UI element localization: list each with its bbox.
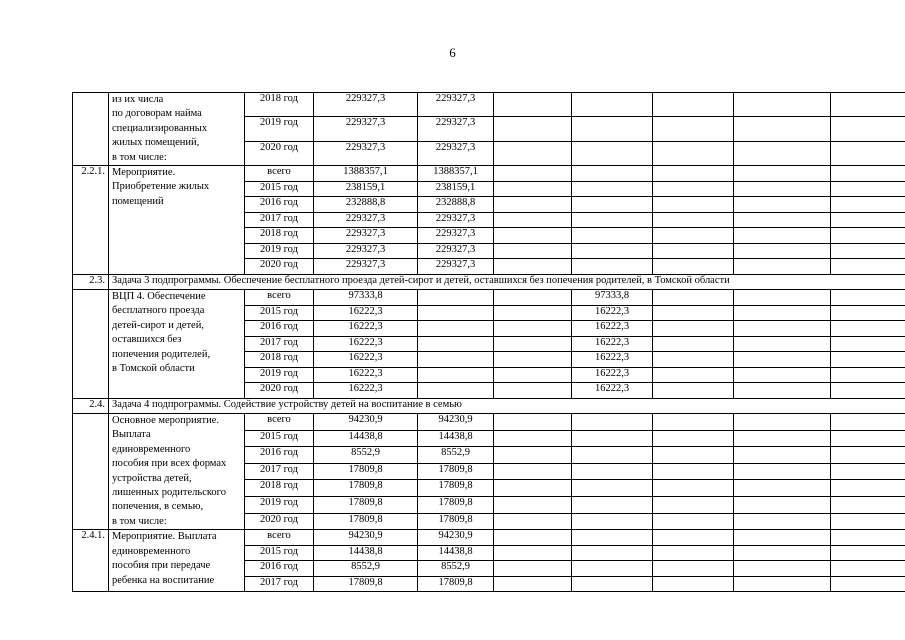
empty-cell	[653, 545, 734, 561]
page-number: 6	[449, 45, 456, 60]
table-row	[73, 93, 905, 117]
federal-amount: 17809,8	[418, 576, 494, 592]
item-description-text: из их числа по договорам найма специализированных жилых помещений, в том числе:	[112, 94, 208, 163]
total-amount: 14438,8	[314, 545, 418, 561]
empty-cell	[831, 513, 905, 530]
item-description-text: Мероприятие. Приобретение жилых помещений	[112, 167, 210, 207]
regional-amount	[572, 243, 653, 259]
item-number: 2.3.	[73, 274, 109, 290]
empty-cell	[734, 290, 831, 306]
empty-cell	[734, 383, 831, 399]
total-amount: 17809,8	[314, 497, 418, 514]
empty-cell	[734, 305, 831, 321]
total-amount: 17809,8	[314, 513, 418, 530]
regional-amount: 16222,3	[572, 367, 653, 383]
regional-amount	[572, 197, 653, 213]
regional-amount	[572, 447, 653, 464]
regional-amount	[572, 576, 653, 592]
empty-cell	[494, 166, 572, 182]
empty-cell	[831, 561, 905, 577]
federal-amount: 17809,8	[418, 480, 494, 497]
empty-cell	[653, 197, 734, 213]
regional-amount	[572, 545, 653, 561]
federal-amount: 94230,9	[418, 414, 494, 431]
total-amount: 8552,9	[314, 561, 418, 577]
empty-cell	[831, 166, 905, 182]
regional-amount	[572, 93, 653, 117]
empty-cell	[653, 212, 734, 228]
empty-cell	[734, 545, 831, 561]
year-cell: 2019 год	[245, 117, 314, 141]
year-cell: 2015 год	[245, 305, 314, 321]
task-row	[73, 398, 905, 414]
task-title: Задача 3 подпрограммы. Обеспечение бесплатного проезда детей-сирот и детей, оставшихся без попечения родителей, в Томской области	[109, 274, 905, 290]
item-number	[73, 93, 109, 166]
empty-cell	[831, 430, 905, 447]
empty-cell	[653, 513, 734, 530]
empty-cell	[831, 530, 905, 546]
empty-cell	[494, 367, 572, 383]
empty-cell	[734, 259, 831, 275]
year-cell: 2016 год	[245, 321, 314, 337]
year-cell: 2017 год	[245, 336, 314, 352]
item-description	[109, 290, 245, 399]
year-cell: всего	[245, 166, 314, 182]
federal-amount: 14438,8	[418, 545, 494, 561]
empty-cell	[831, 212, 905, 228]
empty-cell	[653, 414, 734, 431]
year-cell: 2020 год	[245, 141, 314, 165]
empty-cell	[494, 561, 572, 577]
empty-cell	[653, 321, 734, 337]
empty-cell	[494, 545, 572, 561]
regional-amount: 16222,3	[572, 321, 653, 337]
federal-amount: 8552,9	[418, 447, 494, 464]
federal-amount: 17809,8	[418, 463, 494, 480]
empty-cell	[653, 166, 734, 182]
total-amount: 17809,8	[314, 463, 418, 480]
federal-amount: 229327,3	[418, 117, 494, 141]
regional-amount	[572, 561, 653, 577]
table-body	[73, 93, 905, 592]
regional-amount	[572, 117, 653, 141]
empty-cell	[831, 336, 905, 352]
total-amount: 229327,3	[314, 93, 418, 117]
federal-amount: 14438,8	[418, 430, 494, 447]
empty-cell	[653, 463, 734, 480]
total-amount: 8552,9	[314, 447, 418, 464]
empty-cell	[734, 212, 831, 228]
empty-cell	[653, 259, 734, 275]
empty-cell	[653, 576, 734, 592]
regional-amount	[572, 414, 653, 431]
empty-cell	[653, 228, 734, 244]
empty-cell	[831, 197, 905, 213]
total-amount: 229327,3	[314, 259, 418, 275]
empty-cell	[494, 117, 572, 141]
regional-amount	[572, 480, 653, 497]
empty-cell	[734, 530, 831, 546]
task-row	[73, 274, 905, 290]
empty-cell	[734, 447, 831, 464]
federal-amount: 232888,8	[418, 197, 494, 213]
empty-cell	[494, 576, 572, 592]
empty-cell	[734, 430, 831, 447]
regional-amount	[572, 513, 653, 530]
federal-amount: 1388357,1	[418, 166, 494, 182]
empty-cell	[831, 181, 905, 197]
year-cell: 2020 год	[245, 259, 314, 275]
item-number	[73, 414, 109, 530]
empty-cell	[494, 414, 572, 431]
federal-amount	[418, 305, 494, 321]
empty-cell	[831, 497, 905, 514]
empty-cell	[494, 336, 572, 352]
federal-amount: 229327,3	[418, 212, 494, 228]
regional-amount: 16222,3	[572, 336, 653, 352]
empty-cell	[494, 259, 572, 275]
empty-cell	[653, 497, 734, 514]
table-row	[73, 414, 905, 431]
empty-cell	[653, 530, 734, 546]
empty-cell	[831, 367, 905, 383]
empty-cell	[734, 480, 831, 497]
regional-amount: 16222,3	[572, 383, 653, 399]
empty-cell	[734, 141, 831, 165]
table-row	[73, 530, 905, 546]
empty-cell	[831, 259, 905, 275]
item-description-text: Мероприятие. Выплата единовременного пособия при передаче ребенка на воспитание	[112, 531, 217, 586]
empty-cell	[734, 166, 831, 182]
federal-amount: 229327,3	[418, 228, 494, 244]
year-cell: всего	[245, 414, 314, 431]
regional-amount: 16222,3	[572, 352, 653, 368]
empty-cell	[734, 321, 831, 337]
empty-cell	[653, 383, 734, 399]
regional-amount	[572, 181, 653, 197]
regional-amount: 16222,3	[572, 305, 653, 321]
empty-cell	[831, 383, 905, 399]
empty-cell	[734, 197, 831, 213]
empty-cell	[831, 117, 905, 141]
year-cell: 2018 год	[245, 352, 314, 368]
regional-amount: 97333,8	[572, 290, 653, 306]
total-amount: 97333,8	[314, 290, 418, 306]
empty-cell	[831, 141, 905, 165]
item-number: 2.4.	[73, 398, 109, 414]
empty-cell	[734, 576, 831, 592]
empty-cell	[734, 228, 831, 244]
empty-cell	[494, 321, 572, 337]
table-row	[73, 166, 905, 182]
item-number: 2.4.1.	[73, 530, 109, 592]
federal-amount	[418, 383, 494, 399]
empty-cell	[653, 181, 734, 197]
federal-amount: 17809,8	[418, 497, 494, 514]
empty-cell	[734, 367, 831, 383]
regional-amount	[572, 530, 653, 546]
federal-amount	[418, 352, 494, 368]
empty-cell	[831, 321, 905, 337]
total-amount: 232888,8	[314, 197, 418, 213]
year-cell: 2019 год	[245, 243, 314, 259]
empty-cell	[494, 93, 572, 117]
total-amount: 94230,9	[314, 530, 418, 546]
item-description	[109, 166, 245, 275]
empty-cell	[494, 212, 572, 228]
empty-cell	[734, 513, 831, 530]
empty-cell	[734, 414, 831, 431]
federal-amount	[418, 290, 494, 306]
empty-cell	[831, 243, 905, 259]
empty-cell	[831, 228, 905, 244]
year-cell: 2016 год	[245, 197, 314, 213]
item-number	[73, 290, 109, 399]
empty-cell	[494, 197, 572, 213]
empty-cell	[653, 93, 734, 117]
federal-amount: 229327,3	[418, 141, 494, 165]
item-description-text: ВЦП 4. Обеспечение бесплатного проезда детей-сирот и детей, оставшихся без попечения родителей, в Томской области	[112, 291, 211, 375]
regional-amount	[572, 259, 653, 275]
year-cell: 2019 год	[245, 367, 314, 383]
year-cell: всего	[245, 290, 314, 306]
empty-cell	[653, 430, 734, 447]
empty-cell	[653, 561, 734, 577]
regional-amount	[572, 212, 653, 228]
total-amount: 229327,3	[314, 212, 418, 228]
empty-cell	[734, 336, 831, 352]
empty-cell	[653, 290, 734, 306]
empty-cell	[734, 181, 831, 197]
year-cell: 2017 год	[245, 576, 314, 592]
total-amount: 16222,3	[314, 383, 418, 399]
empty-cell	[494, 383, 572, 399]
table-row	[73, 290, 905, 306]
item-description	[109, 414, 245, 530]
year-cell: 2019 год	[245, 497, 314, 514]
federal-amount: 229327,3	[418, 259, 494, 275]
empty-cell	[831, 447, 905, 464]
empty-cell	[494, 181, 572, 197]
year-cell: 2018 год	[245, 228, 314, 244]
federal-amount: 17809,8	[418, 513, 494, 530]
year-cell: 2015 год	[245, 545, 314, 561]
item-number: 2.2.1.	[73, 166, 109, 275]
federal-amount: 8552,9	[418, 561, 494, 577]
regional-amount	[572, 228, 653, 244]
empty-cell	[494, 352, 572, 368]
task-title: Задача 4 подпрограммы. Содействие устройству детей на воспитание в семью	[109, 398, 905, 414]
empty-cell	[494, 497, 572, 514]
empty-cell	[494, 480, 572, 497]
budget-table	[72, 92, 905, 592]
empty-cell	[494, 447, 572, 464]
empty-cell	[734, 561, 831, 577]
federal-amount	[418, 336, 494, 352]
empty-cell	[734, 497, 831, 514]
empty-cell	[734, 117, 831, 141]
year-cell: 2015 год	[245, 430, 314, 447]
total-amount: 238159,1	[314, 181, 418, 197]
year-cell: 2018 год	[245, 480, 314, 497]
empty-cell	[734, 93, 831, 117]
empty-cell	[653, 305, 734, 321]
year-cell: 2016 год	[245, 561, 314, 577]
year-cell: 2020 год	[245, 513, 314, 530]
regional-amount	[572, 497, 653, 514]
empty-cell	[494, 141, 572, 165]
regional-amount	[572, 463, 653, 480]
empty-cell	[831, 545, 905, 561]
empty-cell	[734, 463, 831, 480]
empty-cell	[831, 352, 905, 368]
empty-cell	[831, 93, 905, 117]
year-cell: всего	[245, 530, 314, 546]
empty-cell	[653, 352, 734, 368]
year-cell: 2020 год	[245, 383, 314, 399]
regional-amount	[572, 166, 653, 182]
empty-cell	[653, 141, 734, 165]
total-amount: 17809,8	[314, 576, 418, 592]
empty-cell	[831, 305, 905, 321]
federal-amount	[418, 367, 494, 383]
federal-amount	[418, 321, 494, 337]
total-amount: 229327,3	[314, 141, 418, 165]
empty-cell	[653, 447, 734, 464]
total-amount: 16222,3	[314, 321, 418, 337]
total-amount: 16222,3	[314, 336, 418, 352]
empty-cell	[831, 576, 905, 592]
empty-cell	[734, 352, 831, 368]
total-amount: 229327,3	[314, 228, 418, 244]
total-amount: 16222,3	[314, 367, 418, 383]
empty-cell	[831, 480, 905, 497]
empty-cell	[494, 305, 572, 321]
total-amount: 16222,3	[314, 305, 418, 321]
item-description	[109, 93, 245, 166]
total-amount: 14438,8	[314, 430, 418, 447]
empty-cell	[494, 430, 572, 447]
empty-cell	[494, 228, 572, 244]
empty-cell	[494, 530, 572, 546]
total-amount: 94230,9	[314, 414, 418, 431]
empty-cell	[653, 336, 734, 352]
federal-amount: 94230,9	[418, 530, 494, 546]
federal-amount: 229327,3	[418, 93, 494, 117]
empty-cell	[653, 243, 734, 259]
regional-amount	[572, 141, 653, 165]
empty-cell	[653, 480, 734, 497]
total-amount: 229327,3	[314, 243, 418, 259]
total-amount: 229327,3	[314, 117, 418, 141]
empty-cell	[653, 117, 734, 141]
year-cell: 2018 год	[245, 93, 314, 117]
empty-cell	[494, 243, 572, 259]
empty-cell	[494, 463, 572, 480]
year-cell: 2017 год	[245, 463, 314, 480]
empty-cell	[831, 290, 905, 306]
empty-cell	[494, 513, 572, 530]
year-cell: 2015 год	[245, 181, 314, 197]
empty-cell	[734, 243, 831, 259]
total-amount: 17809,8	[314, 480, 418, 497]
federal-amount: 238159,1	[418, 181, 494, 197]
regional-amount	[572, 430, 653, 447]
item-description	[109, 530, 245, 592]
empty-cell	[831, 463, 905, 480]
empty-cell	[494, 290, 572, 306]
federal-amount: 229327,3	[418, 243, 494, 259]
year-cell: 2017 год	[245, 212, 314, 228]
empty-cell	[831, 414, 905, 431]
empty-cell	[653, 367, 734, 383]
year-cell: 2016 год	[245, 447, 314, 464]
total-amount: 1388357,1	[314, 166, 418, 182]
total-amount: 16222,3	[314, 352, 418, 368]
item-description-text: Основное мероприятие. Выплата единовременного пособия при всех формах устройства детей, лишенных родительского попечения, в семью, в том числе:	[112, 415, 227, 527]
